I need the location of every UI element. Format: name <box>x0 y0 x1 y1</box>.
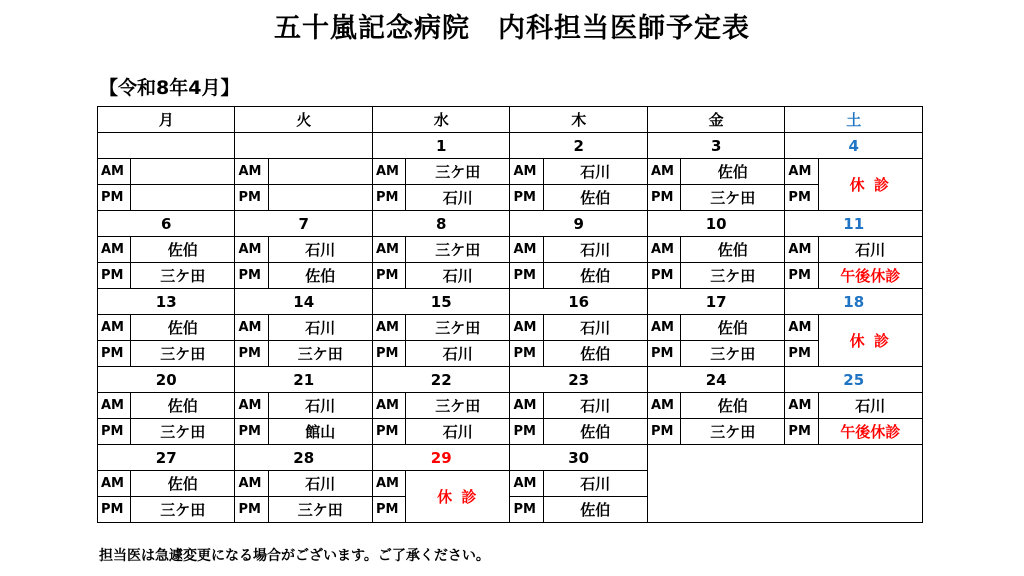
am-label: AM <box>510 315 543 341</box>
am-label: AM <box>372 471 405 497</box>
am-label: AM <box>98 471 131 497</box>
date-cell: 21 <box>235 367 372 393</box>
am-label: AM <box>235 471 268 497</box>
doctor-am: 佐伯 <box>131 393 235 419</box>
doctor-am: 佐伯 <box>681 315 785 341</box>
doctor-am: 佐伯 <box>131 471 235 497</box>
doctor-am: 石川 <box>543 237 647 263</box>
date-cell: 7 <box>235 211 372 237</box>
date-row <box>98 367 923 393</box>
pm-label: PM <box>785 185 818 211</box>
pm-label: PM <box>785 263 818 289</box>
date-cell: 9 <box>510 211 647 237</box>
doctor-pm: 午後休診 <box>818 419 922 445</box>
weekday-header: 金 <box>647 107 784 133</box>
date-cell: 25 <box>785 367 923 393</box>
doctor-pm: 午後休診 <box>818 263 922 289</box>
doctor-pm: 館山 <box>268 419 372 445</box>
pm-label: PM <box>372 497 405 523</box>
doctor-pm: 三ケ田 <box>681 185 785 211</box>
doctor-pm: 三ケ田 <box>131 497 235 523</box>
date-cell: 13 <box>98 289 235 315</box>
pm-label: PM <box>235 341 268 367</box>
date-cell: 4 <box>785 133 923 159</box>
doctor-pm: 三ケ田 <box>268 341 372 367</box>
footnote: 担当医は急遽変更になる場合がございます。ご了承ください。 <box>99 548 490 564</box>
doctor-am: 佐伯 <box>681 159 785 185</box>
doctor-pm: 三ケ田 <box>681 263 785 289</box>
doctor-am: 石川 <box>543 471 647 497</box>
am-row <box>98 159 923 185</box>
date-cell <box>235 133 372 159</box>
am-label: AM <box>372 159 405 185</box>
pm-label: PM <box>98 263 131 289</box>
date-cell: 29 <box>372 445 509 471</box>
closed-cell: 休 診 <box>818 159 922 211</box>
doctor-pm: 石川 <box>406 263 510 289</box>
date-cell: 28 <box>235 445 372 471</box>
date-cell: 22 <box>372 367 509 393</box>
am-label: AM <box>372 393 405 419</box>
doctor-pm: 三ケ田 <box>268 497 372 523</box>
date-cell: 8 <box>372 211 509 237</box>
doctor-pm: 石川 <box>406 419 510 445</box>
pm-label: PM <box>98 185 131 211</box>
doctor-am: 石川 <box>543 393 647 419</box>
pm-label: PM <box>235 185 268 211</box>
doctor-am: 佐伯 <box>681 393 785 419</box>
doctor-am: 石川 <box>268 237 372 263</box>
period-label: 【令和8年4月】 <box>99 77 240 99</box>
doctor-pm: 佐伯 <box>543 497 647 523</box>
weekday-header-row <box>98 107 923 133</box>
am-label: AM <box>785 393 818 419</box>
doctor-pm: 三ケ田 <box>131 419 235 445</box>
pm-row <box>98 185 923 211</box>
pm-row <box>98 263 923 289</box>
pm-label: PM <box>235 419 268 445</box>
pm-label: PM <box>647 185 680 211</box>
am-label: AM <box>510 237 543 263</box>
pm-label: PM <box>510 497 543 523</box>
date-cell: 6 <box>98 211 235 237</box>
date-cell: 11 <box>785 211 923 237</box>
doctor-pm: 佐伯 <box>543 263 647 289</box>
pm-label: PM <box>235 497 268 523</box>
am-label: AM <box>98 393 131 419</box>
doctor-am: 石川 <box>543 159 647 185</box>
doctor-am: 石川 <box>268 393 372 419</box>
date-row <box>98 289 923 315</box>
am-label: AM <box>98 315 131 341</box>
pm-label: PM <box>235 263 268 289</box>
doctor-am: 佐伯 <box>131 237 235 263</box>
pm-label: PM <box>98 419 131 445</box>
doctor-am: 三ケ田 <box>406 315 510 341</box>
doctor-pm: 佐伯 <box>543 341 647 367</box>
doctor-am: 石川 <box>818 237 922 263</box>
date-cell: 24 <box>647 367 784 393</box>
doctor-pm: 佐伯 <box>543 185 647 211</box>
date-row <box>98 133 923 159</box>
closed-cell: 休 診 <box>406 471 510 523</box>
weekday-header: 月 <box>98 107 235 133</box>
doctor-cell <box>268 185 372 211</box>
pm-label: PM <box>372 185 405 211</box>
weekday-header: 火 <box>235 107 372 133</box>
am-label: AM <box>235 159 268 185</box>
date-cell: 15 <box>372 289 509 315</box>
date-cell: 16 <box>510 289 647 315</box>
am-row <box>98 237 923 263</box>
am-label: AM <box>647 237 680 263</box>
am-label: AM <box>647 393 680 419</box>
date-cell: 2 <box>510 133 647 159</box>
doctor-pm: 三ケ田 <box>131 341 235 367</box>
date-cell: 27 <box>98 445 235 471</box>
weekday-header: 水 <box>372 107 509 133</box>
am-row <box>98 315 923 341</box>
doctor-am: 石川 <box>818 393 922 419</box>
pm-label: PM <box>510 419 543 445</box>
am-label: AM <box>510 159 543 185</box>
date-cell: 10 <box>647 211 784 237</box>
am-label: AM <box>510 393 543 419</box>
doctor-am: 三ケ田 <box>406 393 510 419</box>
doctor-pm: 三ケ田 <box>131 263 235 289</box>
doctor-am: 佐伯 <box>681 237 785 263</box>
closed-cell: 休 診 <box>818 315 922 367</box>
am-label: AM <box>785 159 818 185</box>
doctor-pm: 佐伯 <box>268 263 372 289</box>
date-cell: 14 <box>235 289 372 315</box>
am-label: AM <box>235 393 268 419</box>
date-cell: 18 <box>785 289 923 315</box>
pm-label: PM <box>647 419 680 445</box>
date-cell: 20 <box>98 367 235 393</box>
am-label: AM <box>372 237 405 263</box>
am-label: AM <box>647 315 680 341</box>
pm-label: PM <box>510 263 543 289</box>
doctor-pm: 三ケ田 <box>681 341 785 367</box>
doctor-am: 石川 <box>268 471 372 497</box>
doctor-am: 佐伯 <box>131 315 235 341</box>
doctor-pm: 石川 <box>406 341 510 367</box>
pm-label: PM <box>372 419 405 445</box>
doctor-am: 三ケ田 <box>406 237 510 263</box>
am-label: AM <box>785 315 818 341</box>
doctor-pm: 三ケ田 <box>681 419 785 445</box>
am-label: AM <box>235 237 268 263</box>
am-row <box>98 393 923 419</box>
am-label: AM <box>235 315 268 341</box>
doctor-cell <box>131 185 235 211</box>
date-cell: 23 <box>510 367 647 393</box>
am-label: AM <box>647 159 680 185</box>
pm-label: PM <box>785 419 818 445</box>
schedule-table <box>97 106 923 523</box>
date-cell <box>98 133 235 159</box>
pm-label: PM <box>785 341 818 367</box>
doctor-cell <box>131 159 235 185</box>
date-cell: 1 <box>372 133 509 159</box>
date-row <box>98 211 923 237</box>
doctor-am: 三ケ田 <box>406 159 510 185</box>
date-cell: 3 <box>647 133 784 159</box>
empty-block <box>647 445 922 523</box>
weekday-header: 木 <box>510 107 647 133</box>
pm-label: PM <box>647 341 680 367</box>
doctor-am: 石川 <box>543 315 647 341</box>
am-label: AM <box>98 159 131 185</box>
weekday-header: 土 <box>785 107 923 133</box>
date-row <box>98 445 923 471</box>
doctor-cell <box>268 159 372 185</box>
pm-label: PM <box>372 263 405 289</box>
pm-label: PM <box>647 263 680 289</box>
pm-row <box>98 419 923 445</box>
pm-label: PM <box>510 185 543 211</box>
am-label: AM <box>510 471 543 497</box>
page-title: 五十嵐記念病院 内科担当医師予定表 <box>274 13 750 44</box>
pm-label: PM <box>372 341 405 367</box>
pm-row <box>98 341 923 367</box>
doctor-am: 石川 <box>268 315 372 341</box>
pm-label: PM <box>98 497 131 523</box>
doctor-pm: 佐伯 <box>543 419 647 445</box>
am-label: AM <box>785 237 818 263</box>
doctor-pm: 石川 <box>406 185 510 211</box>
pm-label: PM <box>98 341 131 367</box>
pm-label: PM <box>510 341 543 367</box>
date-cell: 17 <box>647 289 784 315</box>
am-label: AM <box>372 315 405 341</box>
date-cell: 30 <box>510 445 647 471</box>
am-label: AM <box>98 237 131 263</box>
